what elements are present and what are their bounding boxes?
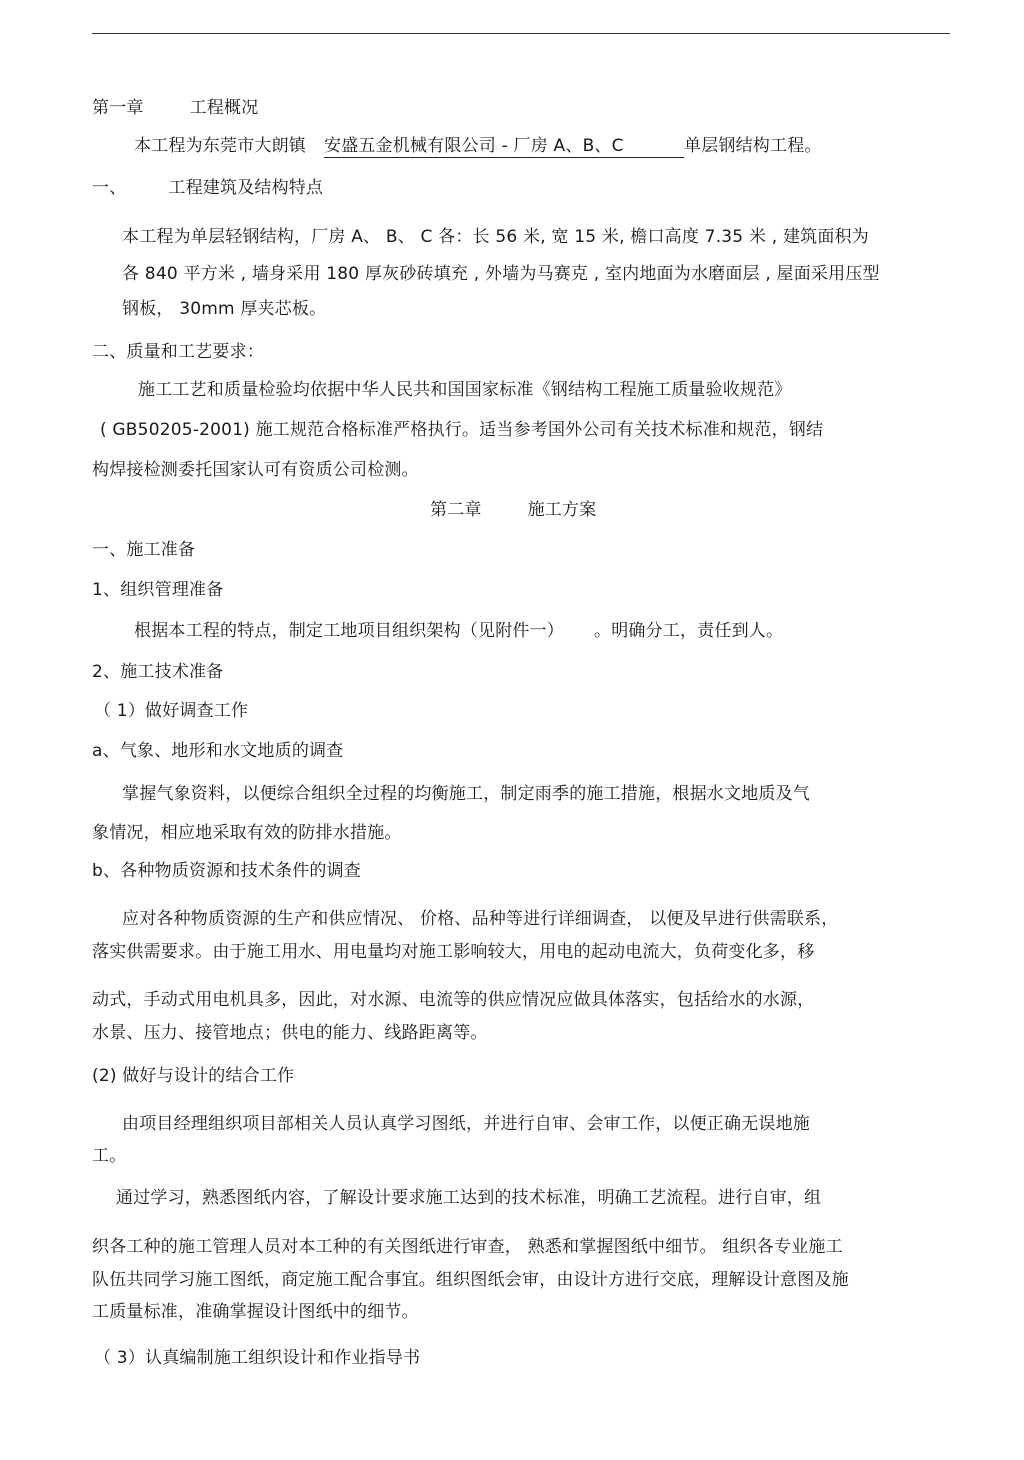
section2-heading: 二、质量和工艺要求： [92,342,264,362]
design-line: 工。 [92,1146,127,1166]
subsection-a-line: 掌握气象资料，以便综合组织全过程的均衡施工，制定雨季的施工措施，根据水文地质及气 [122,784,810,804]
section1-heading [92,178,323,198]
subsection-b-line: 动式，手动式用电机具多，因此，对水源、电流等的供应情况应做具体落实，包括给水的水源， [92,990,815,1010]
section1-title: 工程建筑及结构特点 [168,178,324,198]
design-line: 队伍共同学习施工图纸，商定施工配合事宜。组织图纸会审，由设计方进行交底，理解设计意图及施 [92,1270,849,1290]
company-name-underlined: 安盛五金机械有限公司 - 厂房 A、B、C [324,136,684,158]
intro-text-a: 本工程为东莞市大朗镇 [134,136,306,156]
chapter2-heading [430,500,596,520]
design-line: 工质量标准，准确掌握设计图纸中的细节。 [92,1302,419,1322]
header-rule [92,33,950,34]
section1-line: 各 840 平方米 , 墙身采用 180 厚灰砂砖填充 , 外墙为马赛克 , 室内地面为水磨面层 , 屋面采用压型 [122,264,880,284]
subsection-a-heading: a、气象、地形和水文地质的调查 [92,741,344,761]
chapter2-number: 第二章 [430,500,482,520]
section1-line: 本工程为单层轻钢结构，厂房 A、 B、 C 各：长 56 米, 宽 15 米, 檐口高度 7.35 米 , 建筑面积为 [122,227,869,247]
subsection-b-line: 水景、压力、接管地点；供电的能力、线路距离等。 [92,1023,488,1043]
org-text-b: 。明确分工，责任到人。 [594,621,784,641]
project-intro [134,136,822,158]
survey-heading: （ 1）做好调查工作 [94,701,249,721]
org-prep-text [134,621,783,641]
chapter1-number: 第一章 [92,98,144,118]
tech-prep-heading: 2、施工技术准备 [92,662,224,682]
intro-text-c: 单层钢结构工程。 [684,136,822,156]
design-line: 通过学习，熟悉图纸内容，了解设计要求施工达到的技术标准，明确工艺流程。进行自审，组 [116,1188,822,1208]
chapter2-title: 施工方案 [527,500,597,520]
section2-line: 施工工艺和质量检验均依据中华人民共和国国家标准《钢结构工程施工质量验收规范》 [138,380,792,400]
subsection-a-line: 象情况，相应地采取有效的防排水措施。 [92,823,402,843]
design-heading: (2) 做好与设计的结合工作 [92,1066,295,1086]
subsection-b-line: 落实供需要求。由于施工用水、用电量均对施工影响较大，用电的起动电流大，负荷变化多，移 [92,942,815,962]
subsection-b-line: 应对各种物质资源的生产和供应情况、 价格、品种等进行详细调查， 以便及早进行供需联系， [122,909,839,929]
section2-line: ( GB50205-2001) 施工规范合格标准严格执行。适当参考国外公司有关技术标准和规范，钢结 [100,420,824,440]
section2-line: 构焊接检测委托国家认可有资质公司检测。 [92,460,419,480]
plan-heading: （ 3）认真编制施工组织设计和作业指导书 [94,1348,421,1368]
prep-heading: 一、施工准备 [92,540,196,560]
org-text-a: 根据本工程的特点，制定工地项目组织架构（见附件一） [134,621,564,641]
chapter1-heading [92,98,258,118]
chapter1-title: 工程概况 [189,98,259,118]
section1-number: 一、 [92,178,127,198]
section1-line: 钢板， 30mm 厚夹芯板。 [122,299,327,319]
org-prep-heading: 1、组织管理准备 [92,580,224,600]
design-line: 由项目经理组织项目部相关人员认真学习图纸，并进行自审、会审工作，以便正确无误地施 [122,1114,810,1134]
subsection-b-heading: b、各种物质资源和技术条件的调查 [92,861,361,881]
design-line: 织各工种的施工管理人员对本工种的有关图纸进行审查， 熟悉和掌握图纸中细节。 组织各专业施工 [92,1237,843,1257]
